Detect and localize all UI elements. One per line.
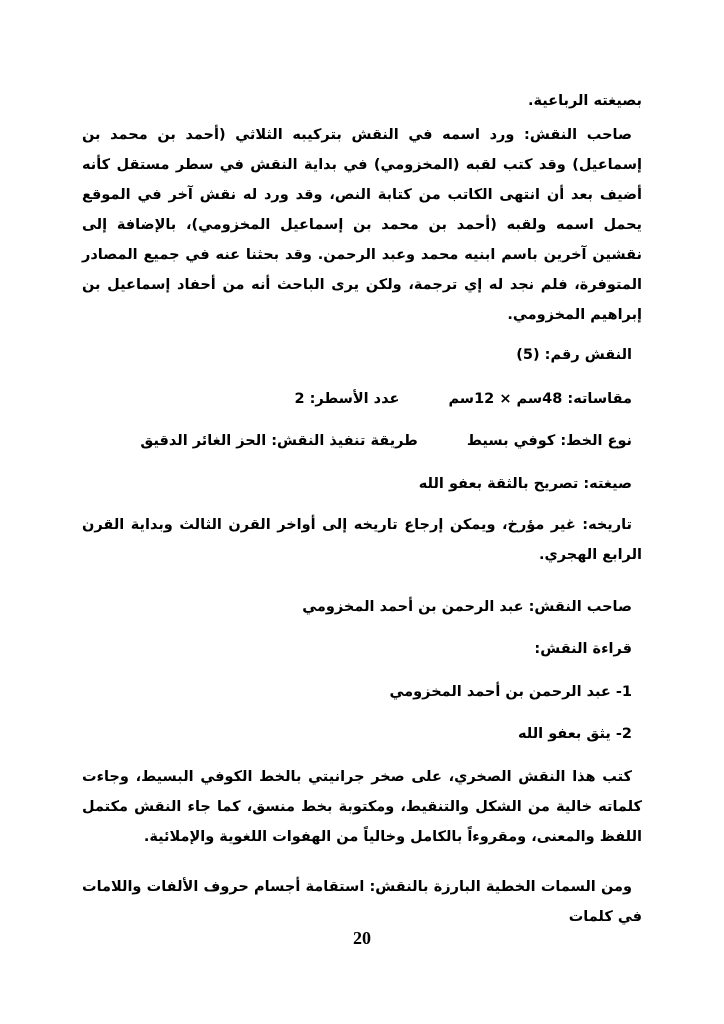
dimensions: مقاساته: 48سم × 12سم [448, 391, 632, 407]
line-count: عدد الأسطر: 2 [294, 391, 400, 407]
dimensions-row [294, 387, 632, 411]
paragraph-owner-bio: صاحب النقش: ورد اسمه في النقش بتركيبه الثلاثي (أحمد بن محمد بن إسماعيل) وقد كتب لقبه (المخزومي) في بداية النقش في سطر مستقل كأنه أضيف بعد أن انتهى الكاتب من كتابة النص، وقد ورد له نقش آخر في الموقع يحمل اسمه ولقبه (أحمد بن محمد بن إسماعيل المخزومي)، بالإضافة إلى نقشين آخرين باسم ابنيه محمد وعبد الرحمن. وقد بحثنا عنه في جميع المصادر المتوفرة، فلم نجد له إي ترجمة، ولكن يرى الباحث أنه من أحفاد إسماعيل بن إبراهيم المخزومي. [82, 127, 642, 323]
page-number: 20 [353, 928, 371, 948]
execution-method: طريقة تنفيذ النقش: الحز الغائر الدقيق [140, 433, 418, 449]
script-type: نوع الخط: كوفي بسيط [466, 433, 632, 449]
formula: صيغته: تصريح بالثقة بعفو الله [418, 476, 632, 492]
date-paragraph: تاريخه: غير مؤرخ، ويمكن إرجاع تاريخه إلى أواخر القرن الثالث وبداية القرن الرابع الهجري. [82, 517, 642, 563]
reading-title: قراءة النقش: [534, 641, 632, 657]
paragraph-closing-line: بصيغته الرباعية. [527, 93, 642, 109]
reading-line-2: 2- يثق بعفو الله [518, 726, 632, 742]
inscription-number: النقش رقم: (5) [516, 347, 632, 363]
features-paragraph: ومن السمات الخطية البارزة بالنقش: استقامة أجسام حروف الألفات واللامات في كلمات [82, 879, 642, 925]
reading-line-1: 1- عبد الرحمن بن أحمد المخزومي [389, 684, 632, 700]
owner: صاحب النقش: عبد الرحمن بن أحمد المخزومي [302, 599, 632, 615]
description-paragraph: كتب هذا النقش الصخري، على صخر جرانيتي بالخط الكوفي البسيط، وجاءت كلماته خالية من الشكل والتنقيط، ومكتوبة بخط منسق، كما جاء النقش مكتمل اللفظ والمعنى، ومقروءاً بالكامل وخالياً من الهفوات اللغوية والإملائية. [82, 769, 642, 845]
script-row [140, 429, 632, 453]
